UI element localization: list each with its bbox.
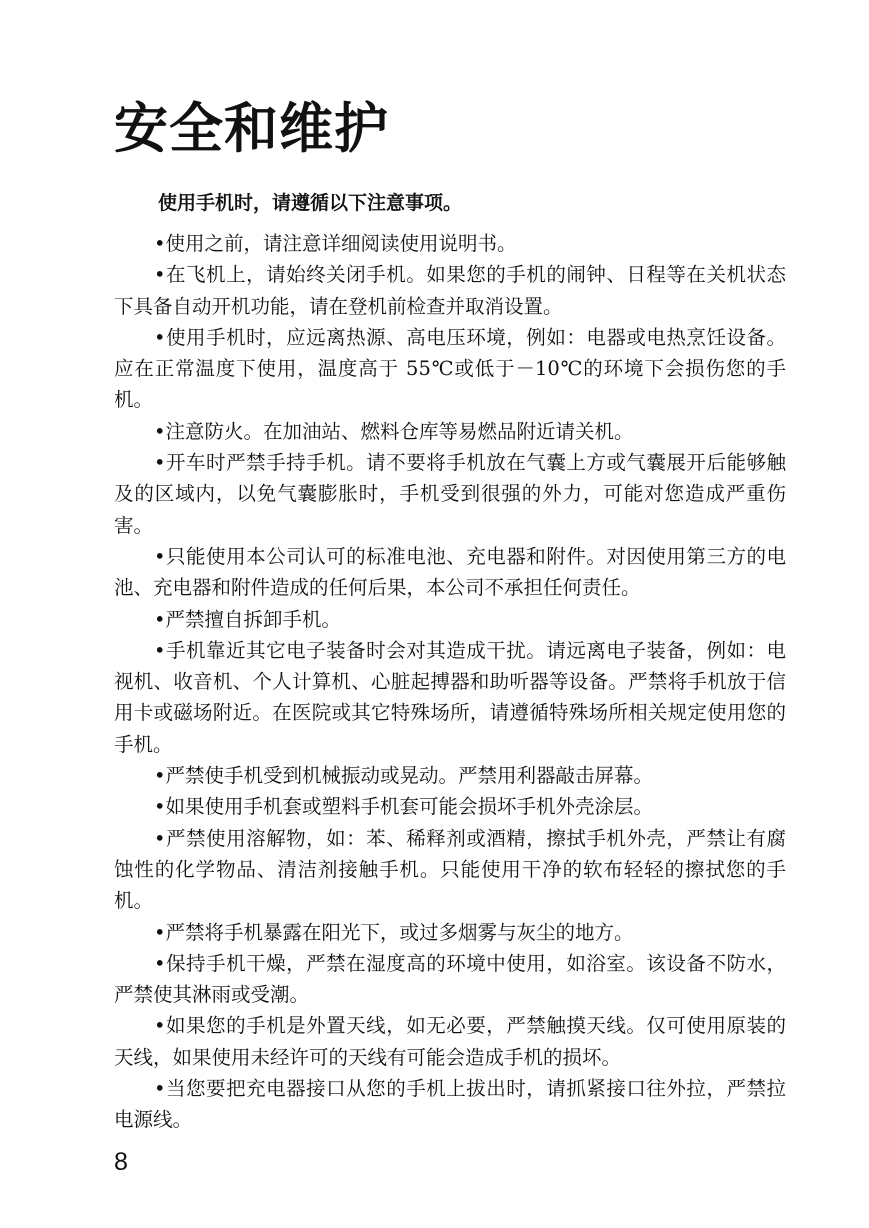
page-number: 8 [114, 1148, 128, 1176]
safety-item: •只能使用本公司认可的标准电池、充电器和附件。对因使用第三方的电池、充电器和附件造成的任何后果，本公司不承担任何责任。 [114, 544, 786, 600]
safety-item: •严禁使用溶解物，如：苯、稀释剂或酒精，擦拭手机外壳，严禁让有腐蚀性的化学物品、清洁剂接触手机。只能使用干净的软布轻轻的擦拭您的手机。 [114, 826, 786, 913]
intro-heading: 使用手机时，请遵循以下注意事项。 [158, 192, 463, 214]
safety-item: •严禁使手机受到机械振动或晃动。严禁用利器敲击屏幕。 [154, 764, 654, 788]
safety-item: •开车时严禁手持手机。请不要将手机放在气囊上方或气囊展开后能够触及的区域内，以免气囊膨胀时，手机受到很强的外力，可能对您造成严重伤害。 [114, 451, 786, 537]
safety-item: •手机靠近其它电子装备时会对其造成干扰。请远离电子装备，例如：电视机、收音机、个人计算机、心脏起搏器和助听器等设备。严禁将手机放于信用卡或磁场附近。在医院或其它特殊场所，请遵循特殊场所相关规定使用您的手机。 [114, 638, 786, 756]
safety-item: •使用之前，请注意详细阅读使用说明书。 [154, 232, 517, 255]
page-title: 安全和维护 [114, 97, 389, 160]
safety-item: •严禁将手机暴露在阳光下，或过多烟雾与灰尘的地方。 [154, 920, 634, 944]
safety-item: •当您要把充电器接口从您的手机上拔出时，请抓紧接口往外拉，严禁拉电源线。 [114, 1077, 786, 1132]
safety-item: •使用手机时，应远离热源、高电压环境，例如：电器或电热烹饪设备。应在正常温度下使用，温度高于 55℃或低于－10℃的环境下会损伤您的手机。 [114, 325, 786, 412]
safety-item: •在飞机上，请始终关闭手机。如果您的手机的闹钟、日程等在关机状态下具备自动开机功能，请在登机前检查并取消设置。 [114, 263, 786, 318]
safety-item: •保持手机干燥，严禁在湿度高的环境中使用，如浴室。该设备不防水，严禁使其淋雨或受潮。 [114, 951, 786, 1007]
safety-item: •如果使用手机套或塑料手机套可能会损坏手机外壳涂层。 [154, 795, 654, 819]
safety-list [114, 228, 786, 1136]
safety-item: •注意防火。在加油站、燃料仓库等易燃品附近请关机。 [154, 419, 634, 443]
safety-item: •如果您的手机是外置天线，如无必要，严禁触摸天线。仅可使用原装的天线，如果使用未经许可的天线有可能会造成手机的损坏。 [114, 1014, 786, 1069]
safety-item: •严禁擅自拆卸手机。 [154, 607, 342, 631]
